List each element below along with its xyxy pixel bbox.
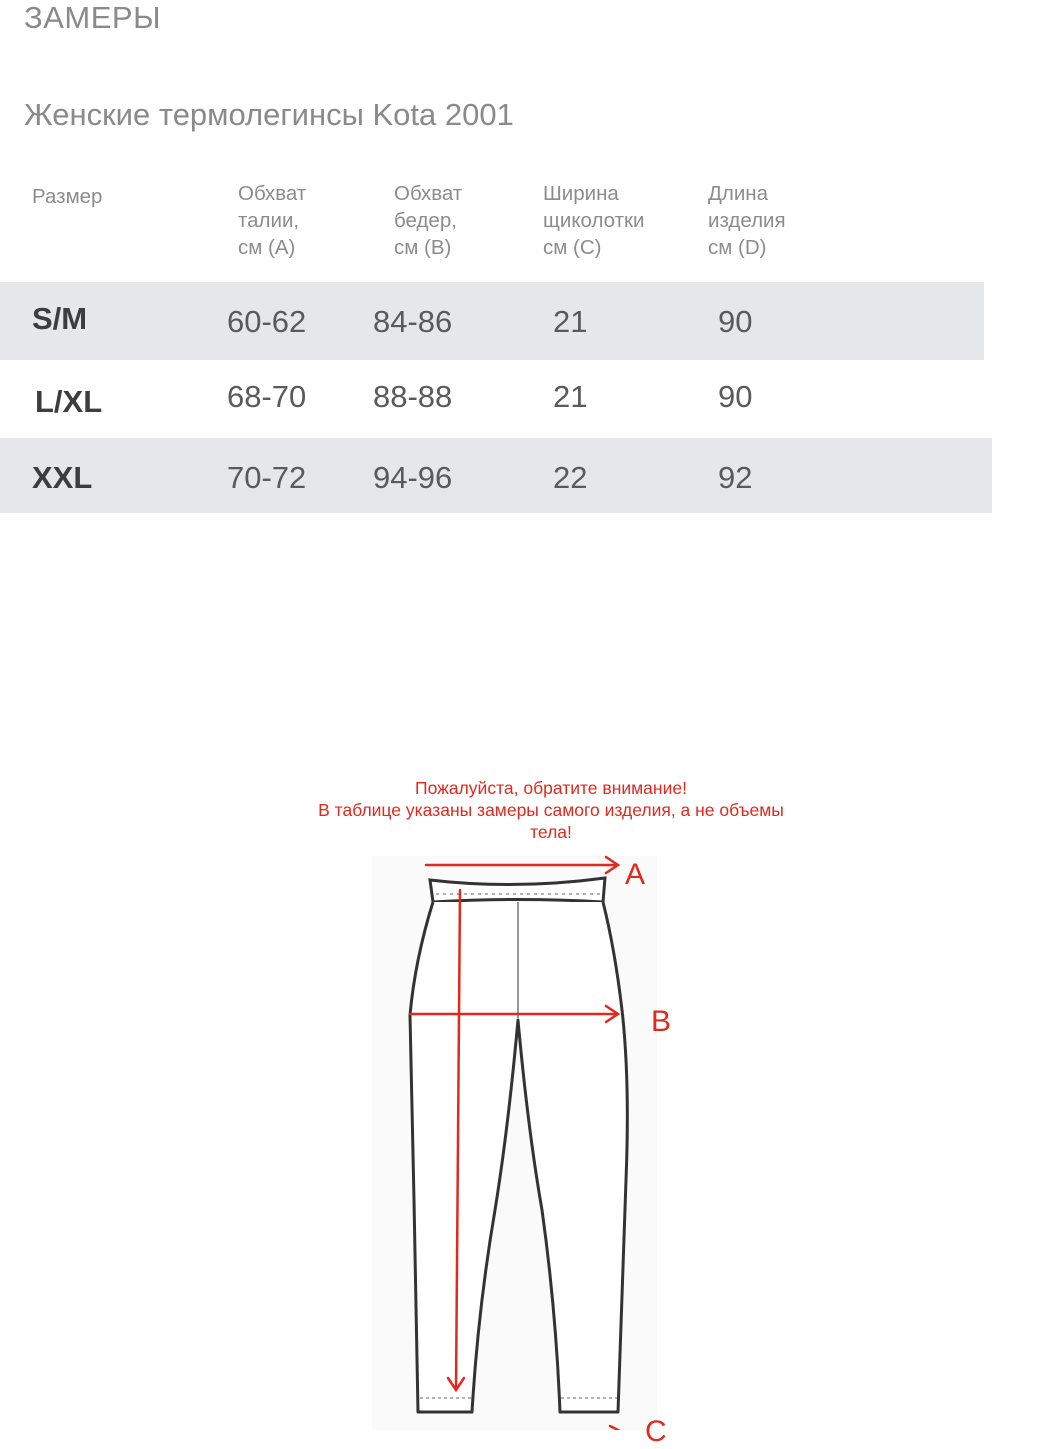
- label-a: А: [625, 858, 646, 891]
- notice-line: В таблице указаны замеры самого изделия, а не объемы: [318, 800, 784, 820]
- length-cell: 90: [718, 304, 753, 339]
- length-cell: 92: [718, 460, 753, 495]
- table-row: [0, 438, 992, 513]
- header-length: Длина изделия см (D): [708, 182, 786, 259]
- length-cell: 90: [718, 379, 753, 414]
- product-title: Женские термолегинсы Kota 2001: [24, 97, 514, 132]
- size-cell: XXL: [32, 460, 93, 495]
- header-ankle: Ширина щиколотки см (С): [543, 182, 645, 259]
- label-b: В: [651, 1005, 672, 1038]
- ankle-cell: 21: [553, 379, 588, 414]
- size-cell: L/XL: [35, 384, 103, 419]
- header-waist: Обхват талии, см (А): [238, 182, 307, 259]
- waist-cell: 60-62: [227, 304, 307, 339]
- label-c: С: [645, 1415, 667, 1448]
- waist-cell: 68-70: [227, 379, 307, 414]
- table-row: [0, 360, 984, 438]
- hips-cell: 88-88: [373, 379, 453, 414]
- ankle-cell: 22: [553, 460, 588, 495]
- ankle-cell: 21: [553, 304, 588, 339]
- table-row: [0, 282, 984, 360]
- notice-line: Пожалуйста, обратите внимание!: [415, 778, 687, 798]
- notice-line: тела!: [530, 822, 572, 842]
- header-hips: Обхват бедер, см (В): [394, 182, 463, 259]
- header-size: Размер: [32, 185, 103, 208]
- hips-cell: 94-96: [373, 460, 453, 495]
- waist-cell: 70-72: [227, 460, 307, 495]
- page-title: ЗАМЕРЫ: [24, 0, 162, 35]
- size-cell: S/M: [32, 301, 88, 336]
- leggings-drawing: [360, 850, 690, 1430]
- measurement-notice: [270, 777, 832, 843]
- hips-cell: 84-86: [373, 304, 453, 339]
- leggings-diagram: [360, 850, 690, 1448]
